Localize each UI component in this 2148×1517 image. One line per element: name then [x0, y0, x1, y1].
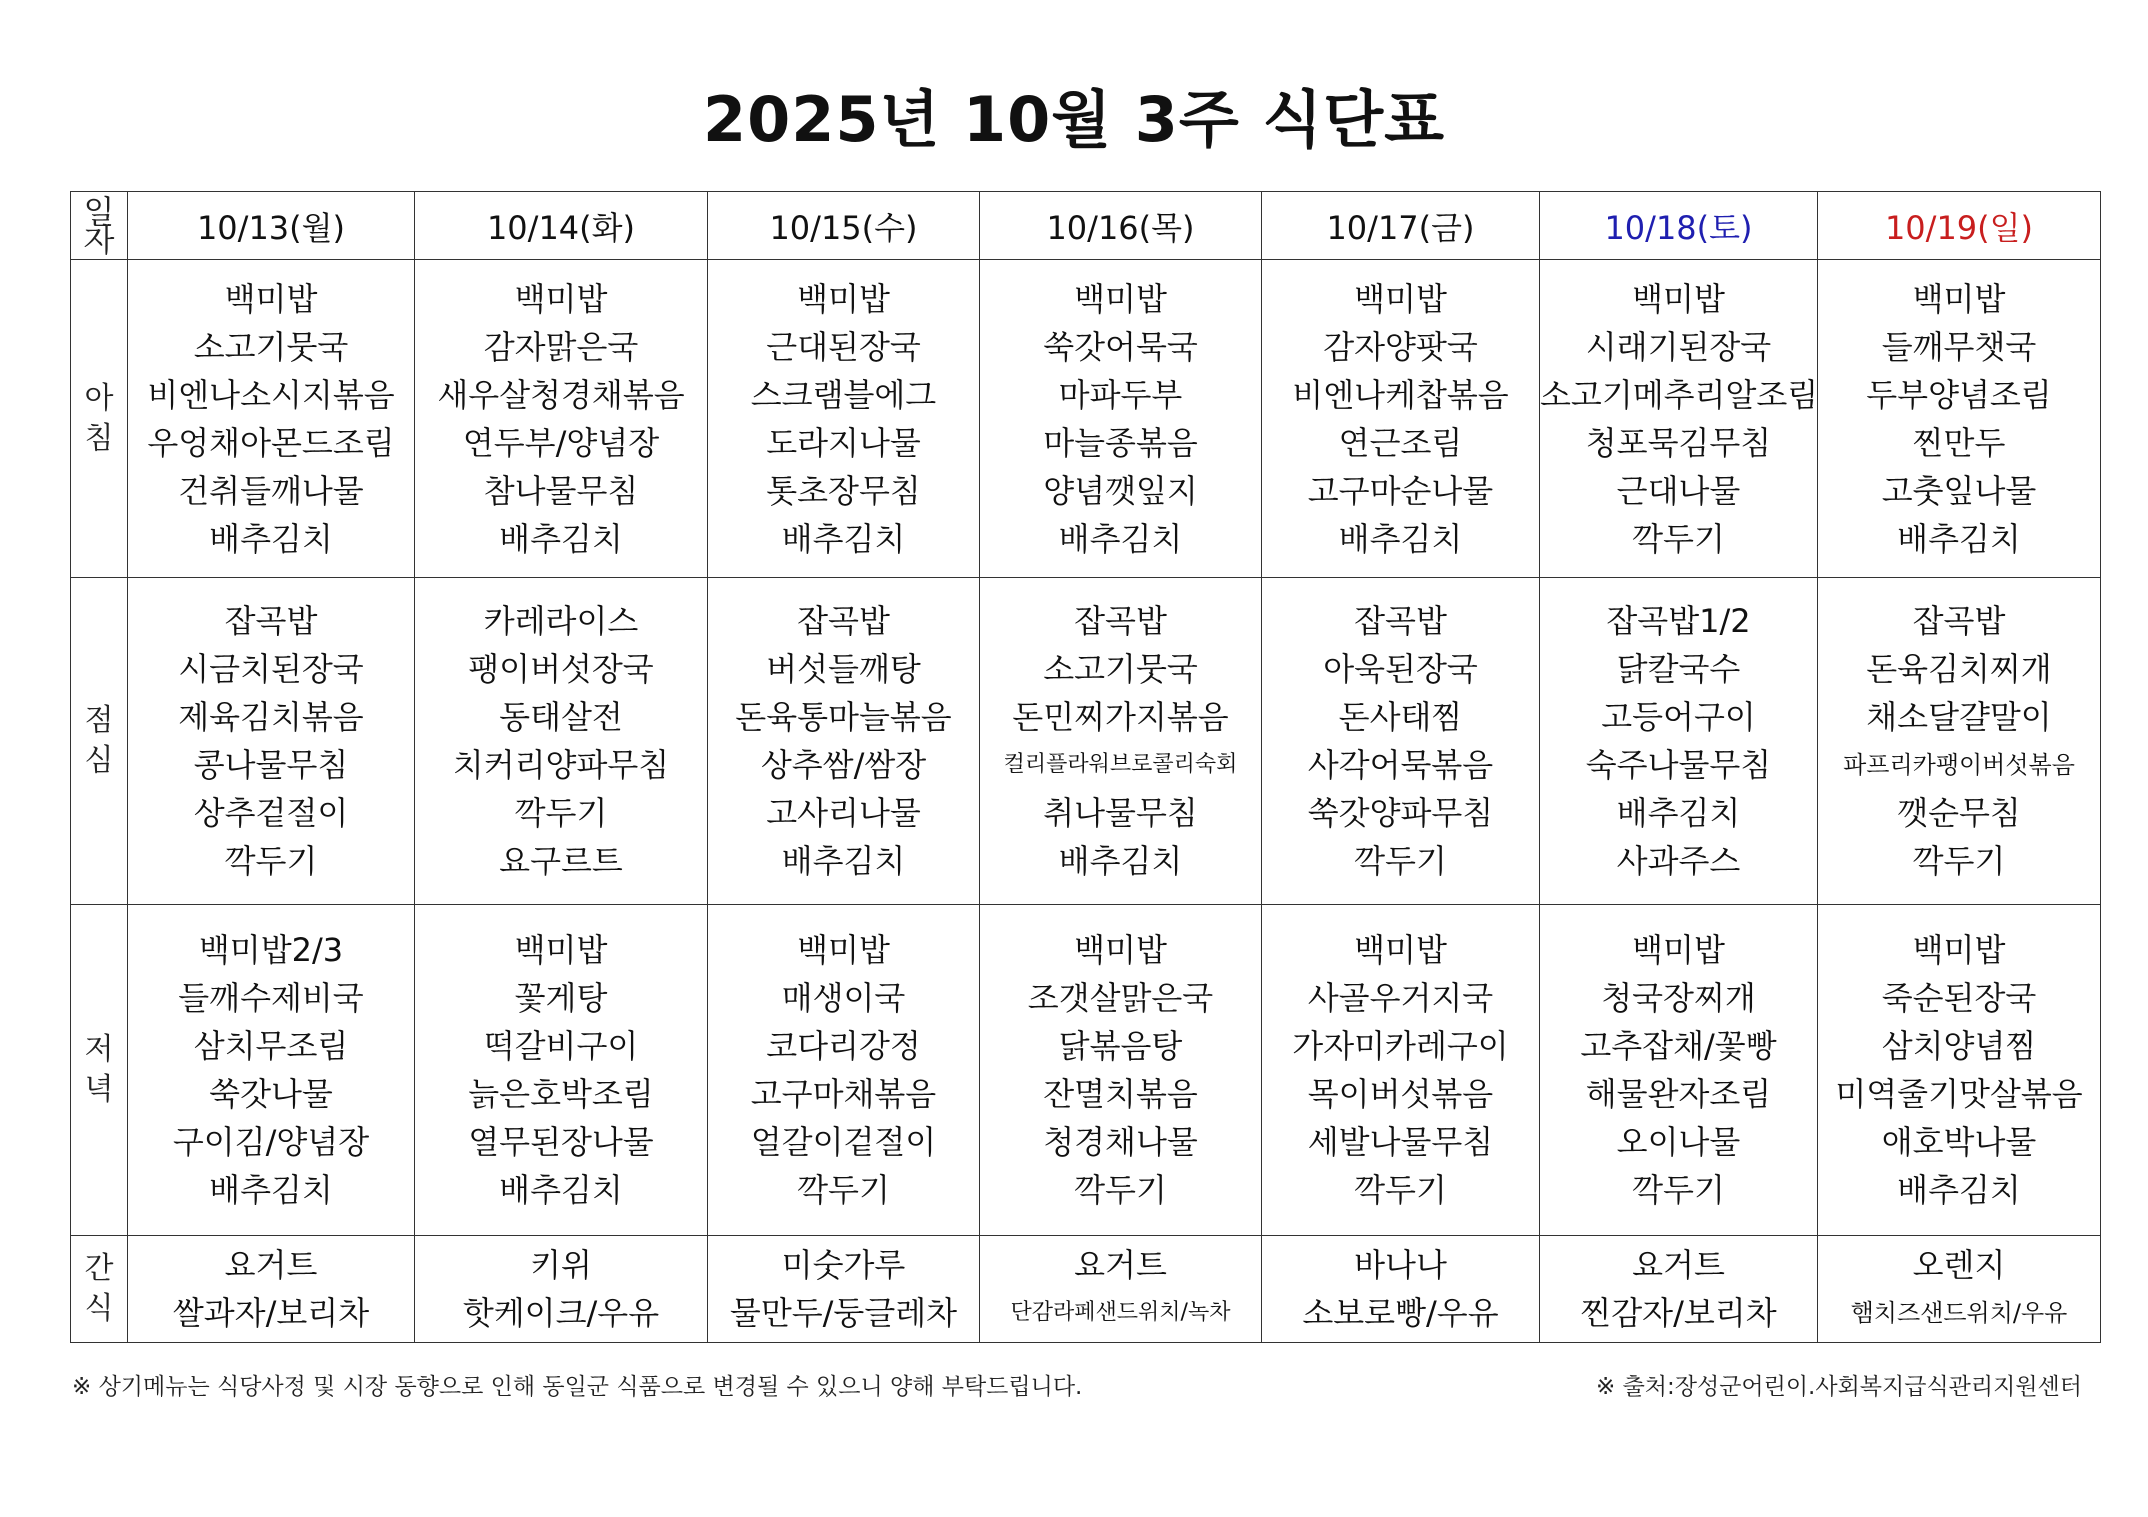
menu-item: 백미밥	[797, 931, 890, 969]
menu-item: 깻순무침	[1897, 794, 2021, 832]
menu-item: 죽순된장국	[1881, 979, 2037, 1017]
menu-item: 얼갈이겉절이	[750, 1123, 937, 1161]
meal-label-char: 점	[84, 703, 114, 738]
menu-item: 배추김치	[1338, 519, 1463, 558]
menu-item: 고구마채볶음	[750, 1075, 937, 1113]
menu-item: 취나물무침	[1043, 794, 1198, 832]
menu-cell	[1540, 578, 1818, 905]
meal-label-char: 녁	[84, 1072, 114, 1107]
header-row	[71, 192, 2101, 260]
menu-item: 매생이국	[781, 979, 906, 1017]
menu-table	[70, 191, 2101, 1343]
menu-item: 파프리카팽이버섯볶음	[1843, 751, 2075, 779]
menu-cell	[415, 260, 708, 578]
menu-item: 스크램블에그	[750, 375, 937, 414]
menu-item: 잡곡밥	[1912, 602, 2006, 640]
menu-item: 채소달걀말이	[1866, 698, 2052, 736]
menu-item: 코다리강정	[766, 1027, 921, 1065]
menu-item: 배추김치	[499, 1171, 623, 1209]
menu-item: 감자맑은국	[483, 327, 639, 366]
menu-item: 삼치양념찜	[1881, 1027, 2037, 1065]
menu-cell	[415, 905, 708, 1236]
meal-label	[71, 260, 128, 578]
source-note: ※ 출처:장성군어린이.사회복지급식관리지원센터	[1595, 1374, 2082, 1400]
menu-item: 치커리양파무침	[452, 746, 670, 784]
menu-cell	[128, 260, 415, 578]
menu-item: 떡갈비구이	[483, 1027, 639, 1065]
menu-item: 미역줄기맛살볶음	[1835, 1075, 2083, 1113]
menu-item: 요거트	[1074, 1246, 1167, 1284]
menu-item: 사과주스	[1616, 842, 1741, 880]
menu-item: 백미밥2/3	[198, 931, 344, 969]
menu-item: 새우살청경채볶음	[437, 375, 685, 414]
menu-item: 핫케이크/우유	[462, 1294, 660, 1332]
menu-item: 근대된장국	[766, 327, 921, 366]
day-header-sunday: 10/19(일)	[1818, 192, 2101, 260]
menu-item: 마파두부	[1058, 375, 1183, 414]
menu-item: 상추겉절이	[193, 794, 349, 832]
day-header: 10/15(수)	[708, 192, 980, 260]
menu-item: 우엉채아몬드조림	[147, 423, 395, 462]
menu-item: 배추김치	[1058, 519, 1183, 558]
menu-item: 쌀과자/보리차	[172, 1294, 370, 1332]
menu-item: 사골우거지국	[1307, 979, 1494, 1017]
menu-item: 청경채나물	[1043, 1123, 1198, 1161]
menu-item: 열무된장나물	[468, 1123, 654, 1161]
menu-item: 백미밥	[797, 279, 890, 318]
menu-item: 연두부/양념장	[462, 423, 660, 462]
menu-cell	[1818, 905, 2101, 1236]
menu-item: 배추김치	[209, 519, 333, 558]
menu-item: 깍두기	[224, 842, 318, 880]
menu-item: 찐만두	[1912, 423, 2006, 462]
menu-item: 팽이버섯장국	[468, 650, 654, 688]
menu-cell	[415, 1236, 708, 1343]
menu-item: 돈사태찜	[1338, 698, 1463, 736]
meal-label-char: 침	[84, 420, 114, 456]
menu-item: 찐감자/보리차	[1580, 1294, 1777, 1332]
menu-item: 배추김치	[1897, 519, 2021, 558]
menu-cell	[980, 260, 1262, 578]
menu-item: 소고기메추리알조림	[1540, 375, 1819, 414]
menu-item: 꽃게탕	[514, 979, 608, 1017]
meal-label-char: 심	[84, 743, 114, 778]
menu-cell	[1818, 578, 2101, 905]
menu-item: 오렌지	[1912, 1246, 2006, 1284]
menu-item: 감자양팟국	[1323, 327, 1478, 366]
menu-item: 고구마순나물	[1307, 471, 1494, 510]
menu-item: 양념깻잎지	[1043, 471, 1198, 510]
menu-item: 깍두기	[1912, 842, 2006, 880]
meal-label	[71, 905, 128, 1236]
menu-item: 참나물무침	[483, 471, 639, 510]
day-header: 10/17(금)	[1262, 192, 1540, 260]
menu-item: 물만두/둥글레차	[729, 1294, 958, 1332]
menu-item: 깍두기	[1632, 1171, 1725, 1209]
breakfast-row	[71, 260, 2101, 578]
menu-item: 세발나물무침	[1307, 1123, 1494, 1161]
menu-cell	[708, 578, 980, 905]
menu-item: 청포묵김무침	[1585, 423, 1772, 462]
menu-item: 배추김치	[781, 519, 906, 558]
date-column-label	[71, 192, 128, 260]
menu-item: 시금치된장국	[178, 650, 364, 688]
menu-item: 쑥갓나물	[209, 1075, 333, 1113]
menu-item: 고춧잎나물	[1881, 471, 2037, 510]
header-label-char: 자	[83, 220, 115, 259]
menu-item: 상추쌈/쌈장	[760, 746, 927, 784]
day-header: 10/16(목)	[980, 192, 1262, 260]
menu-item: 요거트	[224, 1246, 318, 1284]
meal-label-char: 간	[84, 1251, 114, 1286]
meal-label-char: 아	[84, 380, 114, 416]
menu-item: 배추김치	[1897, 1171, 2021, 1209]
menu-item: 조갯살맑은국	[1027, 979, 1214, 1017]
menu-item: 미숫가루	[781, 1246, 906, 1284]
menu-item: 백미밥	[1354, 931, 1447, 969]
menu-cell	[1262, 1236, 1540, 1343]
menu-item: 배추김치	[781, 842, 906, 880]
menu-cell	[708, 1236, 980, 1343]
menu-item: 요구르트	[499, 842, 623, 880]
menu-cell	[980, 1236, 1262, 1343]
menu-item: 늙은호박조림	[468, 1075, 654, 1113]
menu-item: 동태살전	[499, 698, 623, 736]
menu-item: 근대나물	[1616, 471, 1741, 510]
menu-item: 백미밥	[514, 279, 608, 318]
menu-cell	[980, 578, 1262, 905]
menu-item: 사각어묵볶음	[1307, 746, 1494, 784]
menu-item: 돈민찌가지볶음	[1012, 698, 1229, 736]
menu-item: 버섯들깨탕	[766, 650, 921, 688]
day-header-saturday: 10/18(토)	[1540, 192, 1818, 260]
menu-item: 톳초장무침	[766, 471, 921, 510]
menu-item: 아욱된장국	[1323, 650, 1478, 688]
menu-item: 콩나물무침	[193, 746, 349, 784]
menu-item: 잡곡밥1/2	[1606, 602, 1751, 640]
menu-item: 돈육통마늘볶음	[735, 698, 952, 736]
menu-item: 애호박나물	[1881, 1123, 2037, 1161]
day-header: 10/13(월)	[128, 192, 415, 260]
menu-item: 가자미카레구이	[1292, 1027, 1509, 1065]
menu-item: 숙주나물무침	[1585, 746, 1772, 784]
menu-item: 배추김치	[499, 519, 623, 558]
menu-item: 백미밥	[1354, 279, 1447, 318]
menu-cell	[1540, 1236, 1818, 1343]
menu-item: 제육김치볶음	[178, 698, 364, 736]
menu-item: 백미밥	[1912, 279, 2006, 318]
menu-item: 잡곡밥	[224, 602, 318, 640]
menu-item: 백미밥	[1074, 279, 1167, 318]
dinner-row	[71, 905, 2101, 1236]
menu-cell	[128, 578, 415, 905]
lunch-row	[71, 578, 2101, 905]
menu-cell	[1262, 905, 1540, 1236]
menu-item: 고등어구이	[1601, 698, 1756, 736]
menu-item: 백미밥	[1632, 279, 1725, 318]
menu-item: 백미밥	[1912, 931, 2006, 969]
menu-item: 시래기된장국	[1585, 327, 1772, 366]
menu-item: 깍두기	[1074, 1171, 1167, 1209]
menu-item: 소고기뭇국	[1043, 650, 1198, 688]
menu-item: 쑥갓양파무침	[1307, 794, 1494, 832]
menu-item: 소고기뭇국	[193, 327, 349, 366]
menu-cell	[1540, 260, 1818, 578]
menu-item: 깍두기	[1632, 519, 1725, 558]
menu-item: 단감라페샌드위치/녹차	[1010, 1300, 1231, 1325]
menu-item: 배추김치	[209, 1171, 333, 1209]
menu-item: 도라지나물	[766, 423, 921, 462]
menu-item: 잡곡밥	[1074, 602, 1167, 640]
menu-item: 깍두기	[514, 794, 608, 832]
menu-item: 쑥갓어묵국	[1043, 327, 1198, 366]
menu-item: 건취들깨나물	[178, 471, 364, 510]
meal-label-char: 식	[84, 1291, 114, 1326]
menu-cell	[128, 1236, 415, 1343]
header-label-char: 일	[83, 192, 115, 231]
meal-label	[71, 578, 128, 905]
menu-item: 햄치즈샌드위치/우유	[1850, 1299, 2068, 1327]
meal-label-char: 저	[84, 1032, 114, 1067]
menu-item: 깍두기	[1354, 1171, 1447, 1209]
menu-item: 오이나물	[1616, 1123, 1741, 1161]
menu-item: 잡곡밥	[1354, 602, 1447, 640]
meal-label	[71, 1236, 128, 1343]
menu-cell	[1262, 578, 1540, 905]
menu-item: 돈육김치찌개	[1866, 650, 2052, 688]
menu-cell	[1818, 260, 2101, 578]
menu-item: 백미밥	[224, 279, 318, 318]
menu-item: 컬리플라워브로콜리숙회	[1003, 752, 1238, 777]
menu-cell	[1540, 905, 1818, 1236]
menu-item: 비엔나소시지볶음	[147, 375, 395, 414]
menu-item: 닭볶음탕	[1058, 1027, 1183, 1065]
menu-item: 요거트	[1632, 1246, 1725, 1284]
menu-item: 목이버섯볶음	[1307, 1075, 1494, 1113]
menu-item: 들깨수제비국	[178, 979, 364, 1017]
menu-item: 닭칼국수	[1616, 650, 1741, 688]
menu-cell	[1818, 1236, 2101, 1343]
menu-item: 키위	[530, 1246, 592, 1284]
menu-item: 해물완자조림	[1585, 1075, 1772, 1113]
page-title: 2025년 10월 3주 식단표	[702, 83, 1446, 156]
menu-item: 잡곡밥	[797, 602, 890, 640]
menu-item: 청국장찌개	[1601, 979, 1756, 1017]
menu-item: 두부양념조림	[1866, 375, 2052, 414]
menu-item: 깍두기	[797, 1171, 890, 1209]
menu-cell	[415, 578, 708, 905]
menu-item: 연근조림	[1338, 423, 1463, 462]
menu-cell	[708, 260, 980, 578]
menu-change-notice: ※ 상기메뉴는 식당사정 및 시장 동향으로 인해 동일군 식품으로 변경될 수 있으니 양해 부탁드립니다.	[72, 1374, 1083, 1400]
menu-item: 비엔나케찹볶음	[1292, 375, 1509, 414]
menu-item: 바나나	[1354, 1246, 1447, 1284]
menu-item: 소보로빵/우유	[1302, 1294, 1499, 1332]
snack-row	[71, 1236, 2101, 1343]
menu-item: 배추김치	[1058, 842, 1183, 880]
menu-item: 마늘종볶음	[1043, 423, 1198, 462]
menu-item: 들깨무챗국	[1881, 327, 2037, 366]
menu-item: 백미밥	[1632, 931, 1725, 969]
menu-item: 깍두기	[1354, 842, 1447, 880]
menu-cell	[128, 905, 415, 1236]
menu-cell	[1262, 260, 1540, 578]
day-header: 10/14(화)	[415, 192, 708, 260]
menu-item: 백미밥	[1074, 931, 1167, 969]
menu-item: 잔멸치볶음	[1043, 1075, 1198, 1113]
menu-item: 삼치무조림	[193, 1027, 349, 1065]
menu-item: 카레라이스	[483, 602, 639, 640]
menu-item: 배추김치	[1616, 794, 1741, 832]
menu-cell	[980, 905, 1262, 1236]
menu-item: 고사리나물	[766, 794, 921, 832]
menu-item: 고추잡채/꽃빵	[1580, 1027, 1777, 1065]
menu-cell	[708, 905, 980, 1236]
menu-item: 백미밥	[514, 931, 608, 969]
menu-item: 구이김/양념장	[172, 1123, 370, 1161]
